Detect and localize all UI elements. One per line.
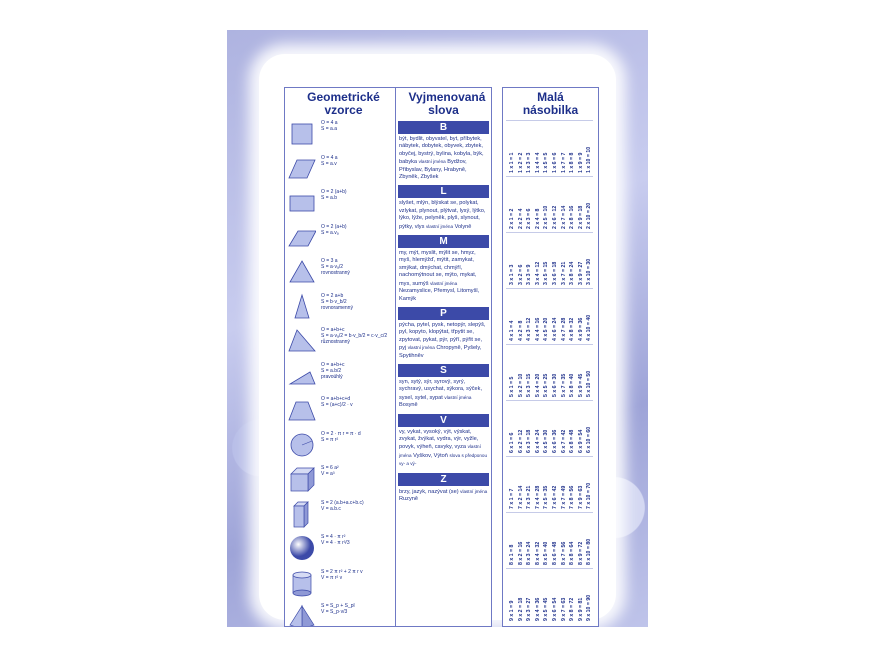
- formula-line-2: S = b·v_b/2: [321, 298, 347, 305]
- multiplication-entry: 1 x 7 = 7: [560, 152, 567, 173]
- multiplication-title: Malá násobilka: [522, 90, 579, 117]
- word-list: pýcha, pytel, pysk, netopýr, slepýš, pyl, kopyto, klopýtat, třpytit se, zpytovat, pykat, pýr, pýří, pýřit se, pyj: [399, 321, 486, 352]
- names-label: vlastní jména: [418, 159, 446, 165]
- multiplication-entry: 1 x 8 = 8: [569, 152, 576, 173]
- section-words: [396, 322, 491, 360]
- multiplication-entry: 4 x 2 = 8: [517, 320, 524, 341]
- formula-line-1: O = a+b+c+d: [321, 396, 351, 402]
- multiplication-entry: 9 x 10 = 90: [586, 594, 593, 621]
- multiplication-entry: 3 x 1 = 3: [509, 264, 515, 285]
- multiplication-entry: 9 x 7 = 63: [560, 597, 567, 621]
- geometry-item-cuboid: [288, 500, 398, 530]
- geometry-item-rectangle: [288, 189, 398, 219]
- formula-line-1: O = 2 (a+b): [321, 223, 347, 230]
- multiplication-entry: 4 x 6 = 24: [552, 317, 558, 341]
- section-letter: V: [398, 414, 489, 427]
- formula-line-1: S = S_p + S_pl: [321, 603, 355, 609]
- formula-line-2: V = π r² v: [321, 574, 343, 581]
- multiplication-entry: 4 x 3 = 12: [526, 317, 533, 341]
- proper-names: Ruzyně: [399, 496, 418, 502]
- multiplication-entry: 6 x 4 = 24: [534, 429, 541, 453]
- multiplication-entry: 5 x 6 = 30: [552, 373, 558, 397]
- section-letter: L: [398, 185, 489, 198]
- multiplication-entry: 7 x 5 = 35: [543, 485, 550, 509]
- multiplication-entry: 7 x 8 = 56: [569, 485, 576, 509]
- section-words: [396, 136, 491, 181]
- multiplication-table-8: [506, 512, 593, 567]
- multiplication-entry: 6 x 8 = 48: [569, 429, 576, 453]
- formula-line-1: O = a+b+c: [321, 361, 345, 368]
- multiplication-entry: 6 x 1 = 6: [509, 432, 515, 453]
- proper-names: Vyškov, Výtoň: [413, 452, 448, 459]
- names-label: vlastní jména: [425, 223, 454, 229]
- formula-line-2: S = π r²: [321, 436, 339, 443]
- multiplication-entry: 6 x 2 = 12: [517, 429, 524, 453]
- proper-names: Chropyně, Pyšely, Spytihněv: [399, 345, 482, 359]
- multiplication-entry: 5 x 4 = 20: [534, 373, 541, 397]
- geometry-item-sphere: [288, 534, 398, 564]
- multiplication-entry: 3 x 5 = 15: [543, 261, 550, 285]
- multiplication-entry: 3 x 7 = 21: [560, 261, 567, 285]
- multiplication-entry: 2 x 6 = 12: [552, 205, 558, 229]
- multiplication-entry: 2 x 1 = 2: [509, 208, 515, 229]
- formula-line-1: O = 4 a: [321, 120, 338, 126]
- multiplication-entry: 3 x 2 = 6: [517, 264, 524, 285]
- multiplication-entry: 3 x 10 = 30: [586, 258, 593, 285]
- formula-line-1: O = 2 · π r = π · d: [321, 430, 361, 437]
- sphere-shape-icon: [288, 534, 316, 562]
- formula-line-1: O = a+b+c: [321, 327, 345, 333]
- geometry-formulas: [321, 155, 338, 167]
- section-words: [396, 488, 491, 504]
- rhombus-shape-icon: [288, 155, 316, 183]
- multiplication-entry: 7 x 6 = 42: [552, 485, 558, 509]
- triangle-right-shape-icon: [288, 362, 316, 390]
- multiplication-entry: 1 x 5 = 5: [543, 152, 550, 173]
- multiplication-entry: 1 x 4 = 4: [534, 152, 541, 173]
- multiplication-entry: 5 x 5 = 25: [543, 373, 550, 397]
- word-list: být, bydlit, obyvatel, byt, příbytek, nábytek, dobytek, obyvek, zbytek, obyčej, bystrý, bylina, kobyla, býk, babyka: [399, 136, 484, 166]
- geometry-title: Geometrické vzorce: [307, 90, 380, 117]
- multiplication-table-7: [506, 456, 593, 511]
- multiplication-entry: 1 x 9 = 9: [577, 152, 584, 173]
- multiplication-entry: 2 x 3 = 6: [526, 208, 533, 229]
- geometry-item-triangle-isosceles: [288, 293, 398, 323]
- multiplication-entry: 5 x 10 = 50: [586, 370, 593, 397]
- multiplication-entry: 3 x 4 = 12: [534, 261, 541, 285]
- formula-line-1: O = 4 a: [321, 154, 338, 161]
- formula-line-2: S = a·vₐ/2: [321, 264, 344, 270]
- word-list: my, mýt, myslit, mýlit se, hmyz, myš, hlemýžď, mýtit, zamykat, smýkat, dmýchat, chmýří, nachomýtnout se, mýto, mykat, mys, sumýš: [399, 250, 477, 287]
- multiplication-entry: 3 x 8 = 24: [569, 261, 576, 285]
- multiplication-entry: 2 x 7 = 14: [560, 205, 567, 229]
- formula-line-2: V = a.b.c: [321, 505, 341, 512]
- words-section-b: [396, 121, 491, 181]
- words-list: [396, 121, 491, 503]
- section-words: [396, 200, 491, 231]
- geometry-formulas: [321, 569, 363, 581]
- multiplication-entry: 5 x 8 = 40: [569, 373, 576, 397]
- geometry-item-pyramid: [288, 603, 398, 627]
- pyramid-shape-icon: [288, 603, 316, 627]
- multiplication-table-3: [506, 232, 593, 287]
- multiplication-entry: 5 x 3 = 15: [526, 373, 533, 397]
- multiplication-entry: 9 x 6 = 54: [552, 597, 558, 621]
- triangle-isosceles-shape-icon: [288, 293, 316, 321]
- triangle-scalene-shape-icon: [288, 327, 316, 355]
- formula-line-2: V = S_p·v/3: [321, 609, 348, 615]
- multiplication-entry: 1 x 3 = 3: [526, 152, 533, 173]
- geometry-formulas: [321, 603, 355, 615]
- section-letter: S: [398, 364, 489, 377]
- formula-line-2: S = a·vₐ/2 = b·v_b/2 = c·v_c/2: [321, 333, 388, 339]
- shape-caption: pravoúhlý: [321, 373, 343, 380]
- multiplication-entry: 4 x 4 = 16: [534, 317, 541, 341]
- geometry-formulas: [321, 431, 361, 443]
- multiplication-entry: 7 x 4 = 28: [534, 485, 541, 509]
- names-label: vlastní jména: [444, 394, 472, 400]
- geometry-formulas: [321, 120, 338, 132]
- multiplication-entry: 8 x 10 = 80: [586, 538, 593, 565]
- words-title: Vyjmenovaná slova: [408, 90, 486, 117]
- triangle-equilateral-shape-icon: [288, 258, 316, 286]
- multiplication-entry: 9 x 4 = 36: [534, 597, 541, 621]
- parallelogram-shape-icon: [288, 224, 316, 252]
- multiplication-entry: 8 x 3 = 24: [526, 541, 533, 565]
- geometry-formulas: [321, 224, 347, 236]
- geometry-item-cylinder: [288, 569, 398, 599]
- multiplication-entry: 7 x 7 = 49: [560, 485, 567, 509]
- geometry-item-triangle-right: [288, 362, 398, 392]
- proper-names: Bosyně: [399, 402, 418, 409]
- multiplication-entry: 6 x 7 = 42: [560, 429, 567, 453]
- formula-line-2: S = a.v: [321, 160, 337, 167]
- prefix-note: slova s předponou vy- a vý-: [399, 452, 488, 467]
- multiplication-entry: 2 x 8 = 16: [569, 205, 576, 229]
- words-section-p: [396, 307, 491, 360]
- multiplication-entry: 9 x 5 = 45: [543, 597, 550, 621]
- proper-names: Bydžov, Přibyslav, Bylany, Hrabyně, Zbyněk, Zbyšek: [399, 159, 467, 181]
- geometry-formulas: [321, 396, 353, 408]
- multiplication-entry: 8 x 2 = 16: [517, 541, 524, 565]
- geometry-formulas: [321, 362, 345, 380]
- geometry-formulas: [321, 189, 347, 201]
- multiplication-entry: 1 x 2 = 2: [517, 152, 524, 173]
- multiplication-entry: 7 x 1 = 7: [509, 488, 515, 509]
- word-list: brzy, jazyk, nazývat (se): [399, 488, 459, 495]
- section-words: [396, 379, 491, 410]
- formula-line-2: S = a.b: [321, 195, 337, 201]
- cube-shape-icon: [288, 465, 316, 493]
- formula-line-2: S = a.vₐ: [321, 229, 339, 236]
- content-panel: [259, 54, 616, 620]
- multiplication-entry: 9 x 3 = 27: [526, 597, 533, 621]
- multiplication-entry: 5 x 9 = 45: [577, 373, 584, 397]
- section-letter: M: [398, 235, 489, 248]
- section-letter: B: [398, 121, 489, 134]
- formula-line-2: S = a.a: [321, 126, 337, 132]
- words-section-s: [396, 364, 491, 410]
- shape-caption: různostranný: [321, 339, 350, 345]
- geometry-item-trapezoid: [288, 396, 398, 426]
- multiplication-table-6: [506, 400, 593, 455]
- section-words: [396, 429, 491, 469]
- multiplication-entry: 4 x 10 = 40: [586, 314, 593, 341]
- multiplication-entry: 9 x 1 = 9: [509, 600, 515, 621]
- formula-line-1: O = 2 (a+b): [321, 189, 347, 195]
- geometry-item-parallelogram: [288, 224, 398, 254]
- geometry-item-triangle-equilateral: [288, 258, 398, 288]
- shape-caption: rovnostranný: [321, 270, 350, 276]
- trapezoid-shape-icon: [288, 396, 316, 424]
- multiplication-entry: 8 x 6 = 48: [552, 541, 558, 565]
- formula-line-1: S = 6 a²: [321, 465, 339, 471]
- word-list: vy, vykat, vysoký, výt, výskat, zvykat, žvýkat, vydra, výr, vyžle, povyk, výheň, cavyky, vyza: [399, 428, 479, 451]
- multiplication-table-2: [506, 176, 593, 231]
- geometry-formulas: [321, 500, 364, 512]
- multiplication-entry: 1 x 1 = 1: [509, 152, 515, 173]
- words-column: [395, 87, 492, 627]
- geometry-item-triangle-scalene: [288, 327, 398, 357]
- multiplication-entry: 7 x 9 = 63: [577, 485, 584, 509]
- proper-names: Volyně: [454, 223, 472, 230]
- multiplication-table-5: [506, 344, 593, 399]
- multiplication-entry: 2 x 4 = 8: [534, 208, 541, 229]
- multiplication-entry: 4 x 9 = 36: [577, 317, 584, 341]
- rectangle-shape-icon: [288, 189, 316, 217]
- words-section-z: [396, 473, 491, 504]
- multiplication-entry: 8 x 4 = 32: [534, 541, 541, 565]
- multiplication-entry: 9 x 2 = 18: [517, 597, 524, 621]
- word-list: slyšet, mlýn, blýskat se, polykat, vzlykat, plynout, plýtvat, lysý, lýtko, lýko, lýže, pelyněk, plyš, slynout, pýtky, vlys: [399, 200, 486, 230]
- multiplication-entry: 5 x 1 = 5: [509, 376, 515, 397]
- multiplication-entry: 8 x 1 = 8: [509, 544, 515, 565]
- multiplication-entry: 4 x 1 = 4: [509, 320, 515, 341]
- square-shape-icon: [288, 120, 316, 148]
- geometry-item-square: [288, 120, 398, 150]
- circle-shape-icon: [288, 431, 316, 459]
- formula-line-1: S = 4 · π r²: [321, 534, 346, 540]
- multiplication-entry: 2 x 9 = 18: [577, 205, 584, 229]
- formula-line-2: S = a.b/2: [321, 367, 342, 374]
- multiplication-entry: 1 x 10 = 10: [586, 146, 593, 173]
- multiplication-column: [502, 87, 599, 627]
- cuboid-shape-icon: [288, 500, 316, 528]
- section-letter: P: [398, 307, 489, 320]
- formula-line-1: O = 2 a+b: [321, 292, 344, 299]
- multiplication-entry: 6 x 9 = 54: [577, 429, 584, 453]
- multiplication-entry: 8 x 9 = 72: [577, 541, 584, 565]
- words-section-l: [396, 185, 491, 231]
- multiplication-entry: 5 x 7 = 35: [560, 373, 567, 397]
- formula-line-2: V = 4 · π r³/3: [321, 540, 350, 546]
- multiplication-entry: 7 x 10 = 70: [586, 482, 593, 509]
- geometry-item-circle: [288, 431, 398, 461]
- words-section-v: [396, 414, 491, 469]
- multiplication-entry: 7 x 3 = 21: [526, 485, 533, 509]
- names-label: vlastní jména: [460, 488, 488, 494]
- geometry-formulas: [321, 293, 353, 311]
- formula-line-2: S = (a+c)/2 · v: [321, 402, 353, 408]
- multiplication-table-4: [506, 288, 593, 343]
- multiplication-entry: 1 x 6 = 6: [552, 152, 558, 173]
- geometry-formulas: [321, 327, 387, 345]
- multiplication-entry: 8 x 8 = 64: [569, 541, 576, 565]
- multiplication-entry: 3 x 6 = 18: [552, 261, 558, 285]
- multiplication-entry: 2 x 5 = 10: [543, 205, 550, 229]
- multiplication-entry: 8 x 7 = 56: [560, 541, 567, 565]
- multiplication-entry: 7 x 2 = 14: [517, 485, 524, 509]
- section-letter: Z: [398, 473, 489, 486]
- multiplication-entry: 3 x 3 = 9: [526, 264, 533, 285]
- multiplication-entry: 8 x 5 = 40: [543, 541, 550, 565]
- cylinder-shape-icon: [288, 569, 316, 597]
- multiplication-entry: 6 x 10 = 60: [586, 426, 593, 453]
- shape-caption: rovnoramenný: [321, 304, 353, 311]
- words-section-m: [396, 235, 491, 303]
- multiplication-entry: 6 x 6 = 36: [552, 429, 558, 453]
- names-label: vlastní jména: [407, 345, 435, 351]
- multiplication-table-1: [506, 120, 593, 175]
- poster: [227, 30, 648, 627]
- multiplication-entry: 4 x 7 = 28: [560, 317, 567, 341]
- proper-names: Nezamyslice, Přemysl, Litomyšl, Kamýk: [399, 288, 480, 302]
- geometry-formulas: [321, 258, 350, 276]
- multiplication-entry: 5 x 2 = 10: [517, 373, 524, 397]
- geometry-item-rhombus: [288, 155, 398, 185]
- multiplication-entry: 9 x 9 = 81: [577, 597, 584, 621]
- multiplication-entry: 6 x 3 = 18: [526, 429, 533, 453]
- formula-line-1: O = 3 a: [321, 258, 338, 264]
- geometry-column: [284, 87, 403, 627]
- formula-line-1: S = 2 π r² + 2 π r v: [321, 568, 363, 575]
- names-label: vlastní jména: [399, 444, 481, 458]
- multiplication-entry: 6 x 5 = 30: [543, 429, 550, 453]
- multiplication-entry: 3 x 9 = 27: [577, 261, 584, 285]
- formula-line-1: S = 2 (a.b+a.c+b.c): [321, 499, 364, 506]
- multiplication-entry: 2 x 10 = 20: [586, 202, 593, 229]
- geometry-item-cube: [288, 465, 398, 495]
- formula-line-2: V = a³: [321, 471, 335, 477]
- multiplication-entry: 2 x 2 = 4: [517, 208, 524, 229]
- multiplication-entry: 4 x 8 = 32: [569, 317, 576, 341]
- geometry-formulas: [321, 465, 339, 477]
- names-label: vlastní jména: [430, 280, 458, 286]
- word-list: syn, sytý, sýr, syrový, syrý, sychravý, usychat, sýkora, sýček, sysel, sytel, sypat: [399, 378, 482, 401]
- section-words: [396, 250, 491, 303]
- multiplication-entry: 9 x 8 = 72: [569, 597, 576, 621]
- multiplication-table-9: [506, 568, 593, 623]
- geometry-formulas: [321, 534, 350, 546]
- multiplication-entry: 4 x 5 = 20: [543, 317, 550, 341]
